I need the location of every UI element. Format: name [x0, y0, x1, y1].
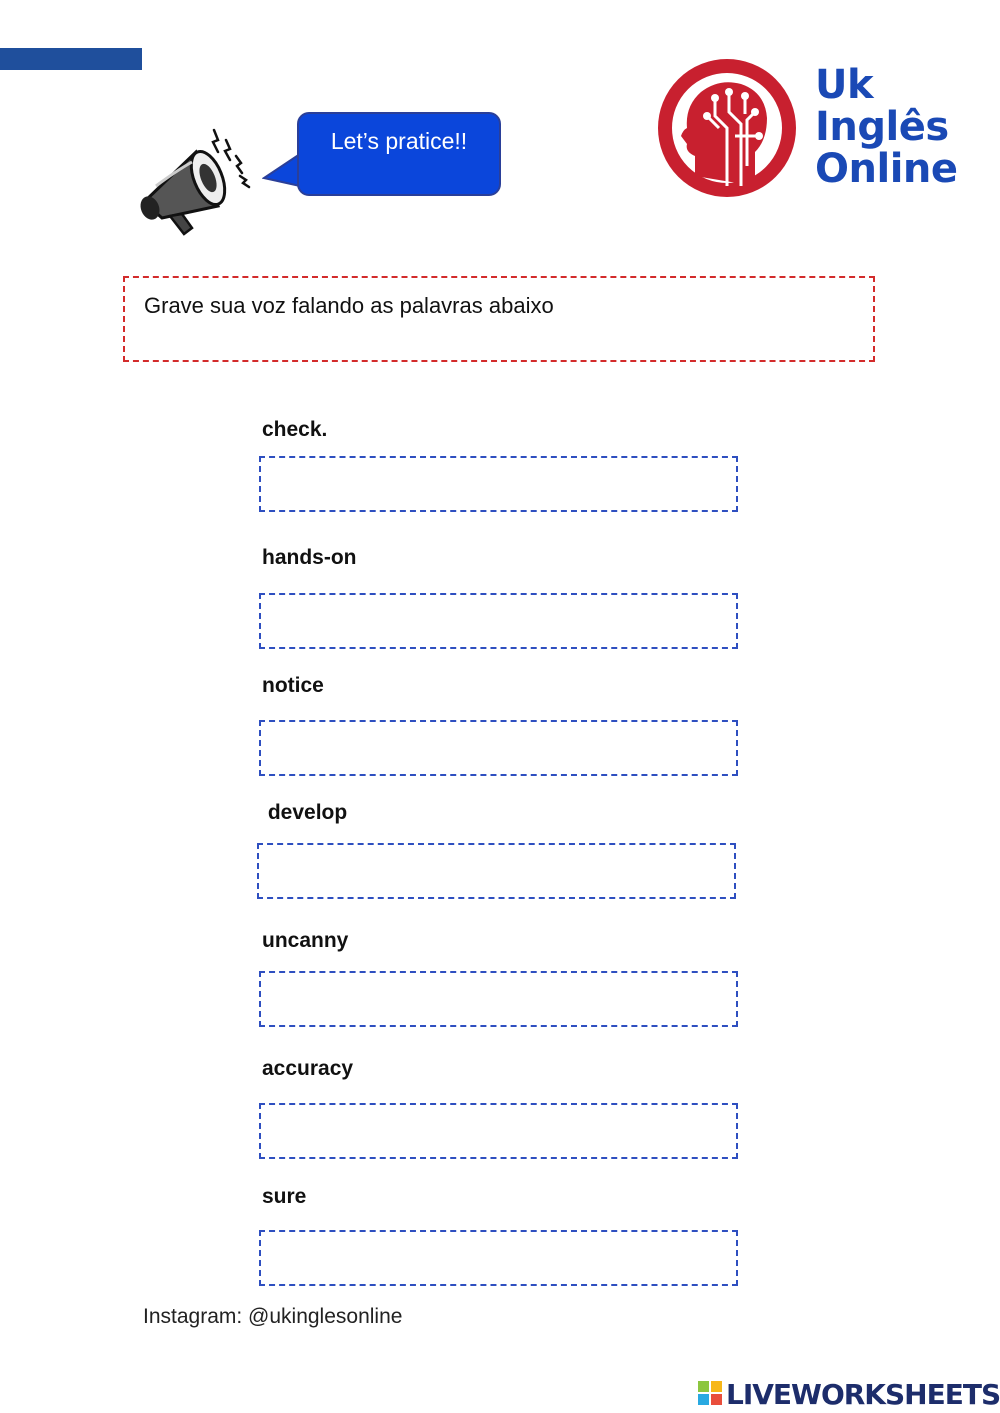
speech-bubble-text: Let’s pratice!! [330, 128, 468, 154]
answer-input-accuracy[interactable] [259, 1103, 738, 1159]
brand-logo-text [815, 64, 958, 190]
answer-input-sure[interactable] [259, 1230, 738, 1286]
answer-input-check[interactable] [259, 456, 738, 512]
word-label-accuracy: accuracy [262, 1057, 354, 1080]
word-label-develop: develop [262, 801, 348, 824]
speech-bubble [297, 112, 501, 196]
liveworksheets-text: LIVEWORKSHEETS [726, 1378, 1000, 1411]
logo-line-1: Uk [815, 62, 874, 108]
answer-input-develop[interactable] [257, 843, 736, 899]
word-label-check: check. [262, 418, 328, 441]
answer-input-hands-on[interactable] [259, 593, 738, 649]
instagram-handle: Instagram: @ukinglesonline [143, 1305, 403, 1328]
instruction-text: Grave sua voz falando as palavras abaixo [144, 293, 554, 318]
logo-line-3: Online [815, 146, 958, 192]
word-label-hands-on: hands-on [262, 546, 357, 569]
speech-bubble-tail [262, 150, 302, 190]
brain-circuit-logo-icon [655, 56, 800, 201]
word-label-uncanny: uncanny [262, 929, 349, 952]
answer-input-uncanny[interactable] [259, 971, 738, 1027]
instruction-box [123, 276, 875, 362]
megaphone-icon [126, 116, 266, 256]
word-label-notice: notice [262, 674, 324, 697]
liveworksheets-blocks-icon [698, 1381, 722, 1405]
brand-logo [655, 56, 975, 201]
word-label-sure: sure [262, 1185, 307, 1208]
answer-input-notice[interactable] [259, 720, 738, 776]
logo-line-2: Inglês [815, 104, 949, 150]
top-accent-bar [0, 48, 142, 70]
